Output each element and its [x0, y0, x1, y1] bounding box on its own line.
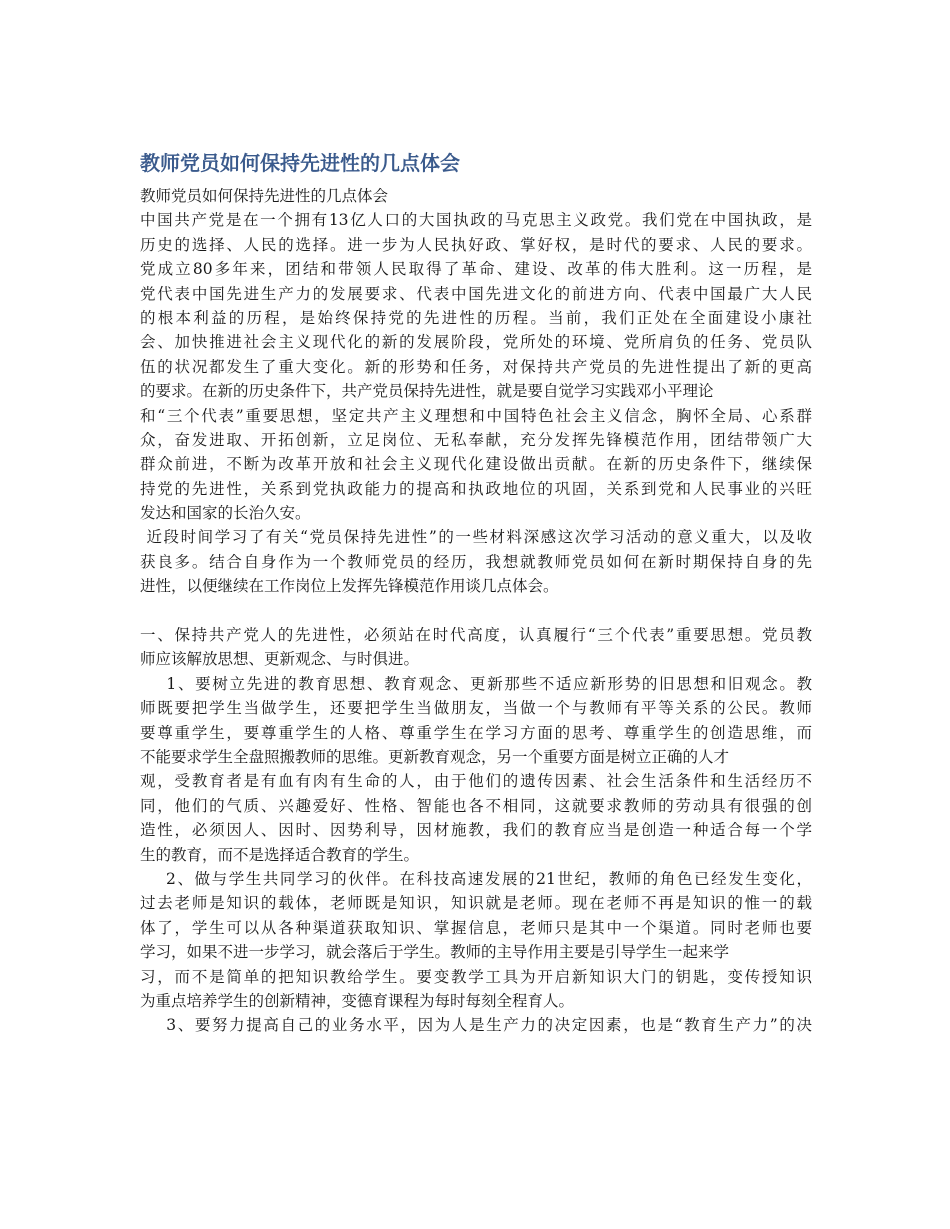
text-line: 为重点培养学生的创新精神，变德育课程为每时每刻全程育人。: [140, 991, 575, 1010]
document-page: [140, 148, 812, 1038]
text-line: 1、要树立先进的教育思想、教育观念、更新那些不适应新形势的旧思想和旧观念。教: [140, 674, 812, 693]
text-line: 的要求。在新的历史条件下，共产党员保持先进性，就是要自觉学习实践邓小平理论: [140, 382, 714, 401]
text-line: 学习，如果不进一步学习，就会落后于学生。教师的主导作用主要是引导学生一起来学: [140, 943, 730, 962]
text-line: 不能要求学生全盘照搬教师的思维。更新教育观念，另一个重要方面是树立正确的人才: [140, 747, 730, 766]
text-line: 造性，必须因人、因时、因势利导，因材施教，我们的教育应当是创造一种适合每一个学: [140, 821, 812, 840]
text-line: 生的教育，而不是选择适合教育的学生。: [140, 845, 420, 864]
text-line: 要尊重学生，要尊重学生的人格、尊重学生在学习方面的思考、尊重学生的创造思维，而: [140, 723, 812, 742]
text-line: 观，受教育者是有血有肉有生命的人，由于他们的遗传因素、社会生活条件和生活经历不: [140, 772, 812, 791]
document-body: [140, 184, 812, 1038]
text-line: 群众前进，不断为改革开放和社会主义现代化建设做出贡献。在新的历史条件下，继续保: [140, 455, 812, 474]
text-line: 众，奋发进取、开拓创新，立足岗位、无私奉献，充分发挥先锋模范作用，团结带领广大: [140, 430, 812, 449]
text-line: 和“三个代表”重要思想，坚定共产主义理想和中国特色社会主义信念，胸怀全局、心系群: [140, 406, 812, 425]
text-line: 同，他们的气质、兴趣爱好、性格、智能也各不相同，这就要求教师的劳动具有很强的创: [140, 796, 812, 815]
text-line: 近段时间学习了有关“党员保持先进性”的一些材料深感这次学习活动的意义重大，以及收: [140, 528, 812, 547]
text-line: 发达和国家的长治久安。: [140, 504, 311, 523]
text-line: 一、保持共产党人的先进性，必须站在时代高度，认真履行“三个代表”重要思想。党员教: [140, 626, 812, 645]
text-line: 中国共产党是在一个拥有13亿人口的大国执政的马克思主义政党。我们党在中国执政，是: [140, 211, 812, 230]
document-title: 教师党员如何保持先进性的几点体会: [140, 151, 460, 175]
text-line: 师既要把学生当做学生，还要把学生当做朋友，当做一个与教师有平等关系的公民。教师: [140, 699, 812, 718]
text-line: 教师党员如何保持先进性的几点体会: [140, 187, 389, 205]
text-line: 会、加快推进社会主义现代化的新的发展阶段，党所处的环境、党所肩负的任务、党员队: [140, 333, 812, 352]
text-line: 的根本利益的历程，是始终保持党的先进性的历程。当前，我们正处在全面建设小康社: [140, 308, 812, 327]
text-line: 师应该解放思想、更新观念、与时俱进。: [140, 650, 420, 669]
text-line: 2、做与学生共同学习的伙伴。在科技高速发展的21世纪，教师的角色已经发生变化，: [140, 869, 812, 888]
text-line: 习，而不是简单的把知识教给学生。要变教学工具为开启新知识大门的钥匙，变传授知识: [140, 967, 812, 986]
text-line: 党代表中国先进生产力的发展要求、代表中国先进文化的前进方向、代表中国最广大人民: [140, 284, 812, 303]
text-line: 过去老师是知识的载体，老师既是知识，知识就是老师。现在老师不再是知识的惟一的载: [140, 894, 812, 913]
blank-line: [140, 599, 812, 623]
text-line: 进性，以便继续在工作岗位上发挥先锋模范作用谈几点体会。: [140, 577, 559, 596]
text-line: 3、要努力提高自己的业务水平，因为人是生产力的决定因素，也是“教育生产力”的决: [140, 1016, 812, 1035]
text-line: 党成立80多年来，团结和带领人民取得了革命、建设、改革的伟大胜利。这一历程，是: [140, 260, 812, 279]
text-line: 获良多。结合自身作为一个教师党员的经历，我想就教师党员如何在新时期保持自身的先: [140, 552, 812, 571]
text-line: 体了，学生可以从各种渠道获取知识、掌握信息，老师只是其中一个渠道。同时老师也要: [140, 918, 812, 937]
text-line: 持党的先进性，关系到党执政能力的提高和执政地位的巩固，关系到党和人民事业的兴旺: [140, 479, 812, 498]
text-line: 伍的状况都发生了重大变化。新的形势和任务，对保持共产党员的先进性提出了新的更高: [140, 357, 812, 376]
text-line: 历史的选择、人民的选择。进一步为人民执好政、掌好权，是时代的要求、人民的要求。: [140, 235, 812, 254]
